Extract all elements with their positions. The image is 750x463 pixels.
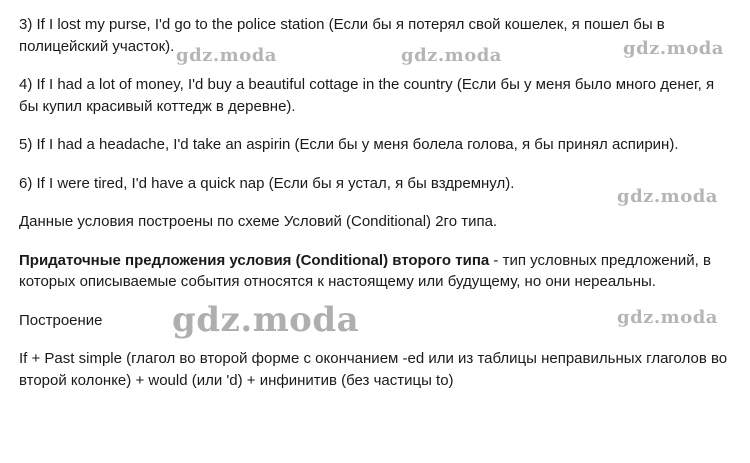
watermark-2: gdz.moda <box>401 45 502 66</box>
paragraph-example-5: 5) If I had a headache, I'd take an aspirin (Если бы у меня болела голова, я бы принял аспирин). <box>19 136 679 153</box>
watermark-4: gdz.moda <box>617 186 718 207</box>
paragraph-example-3: 3) If I lost my purse, I'd go to the police station (Если бы я потерял свой кошелек, я пошел бы в полицейский участок). <box>19 16 665 55</box>
watermark-5: gdz.moda <box>172 300 360 340</box>
definition-term: Придаточные предложения условия (Conditional) второго типа <box>19 251 490 269</box>
paragraph-construction-heading: Построение <box>19 311 103 329</box>
definition-text: - тип условных предложений, в которых описываемые события относятся к настоящему или будущему, но они нереальны. <box>19 251 711 290</box>
paragraph-example-6: 6) If I were tired, I'd have a quick nap (Если бы я устал, я бы вздремнул). <box>19 174 515 192</box>
paragraph-summary: Данные условия построены по схеме Условий (Conditional) 2го типа. <box>19 213 498 230</box>
watermark-6: gdz.moda <box>617 307 718 328</box>
watermark-3: gdz.moda <box>623 38 724 59</box>
watermark-1: gdz.moda <box>176 45 277 66</box>
paragraph-definition <box>19 250 734 293</box>
paragraph-construction-formula: If + Past simple (глагол во второй форме с окончанием -ed или из таблицы неправильных глаголов во второй колонке) + would (или 'd) + инфинитив (без частицы to) <box>19 350 728 389</box>
document-body <box>19 14 734 408</box>
paragraph-example-4: 4) If I had a lot of money, I'd buy a beautiful cottage in the country (Если бы у меня было много денег, я бы купил красивый коттедж в деревне). <box>19 76 715 115</box>
